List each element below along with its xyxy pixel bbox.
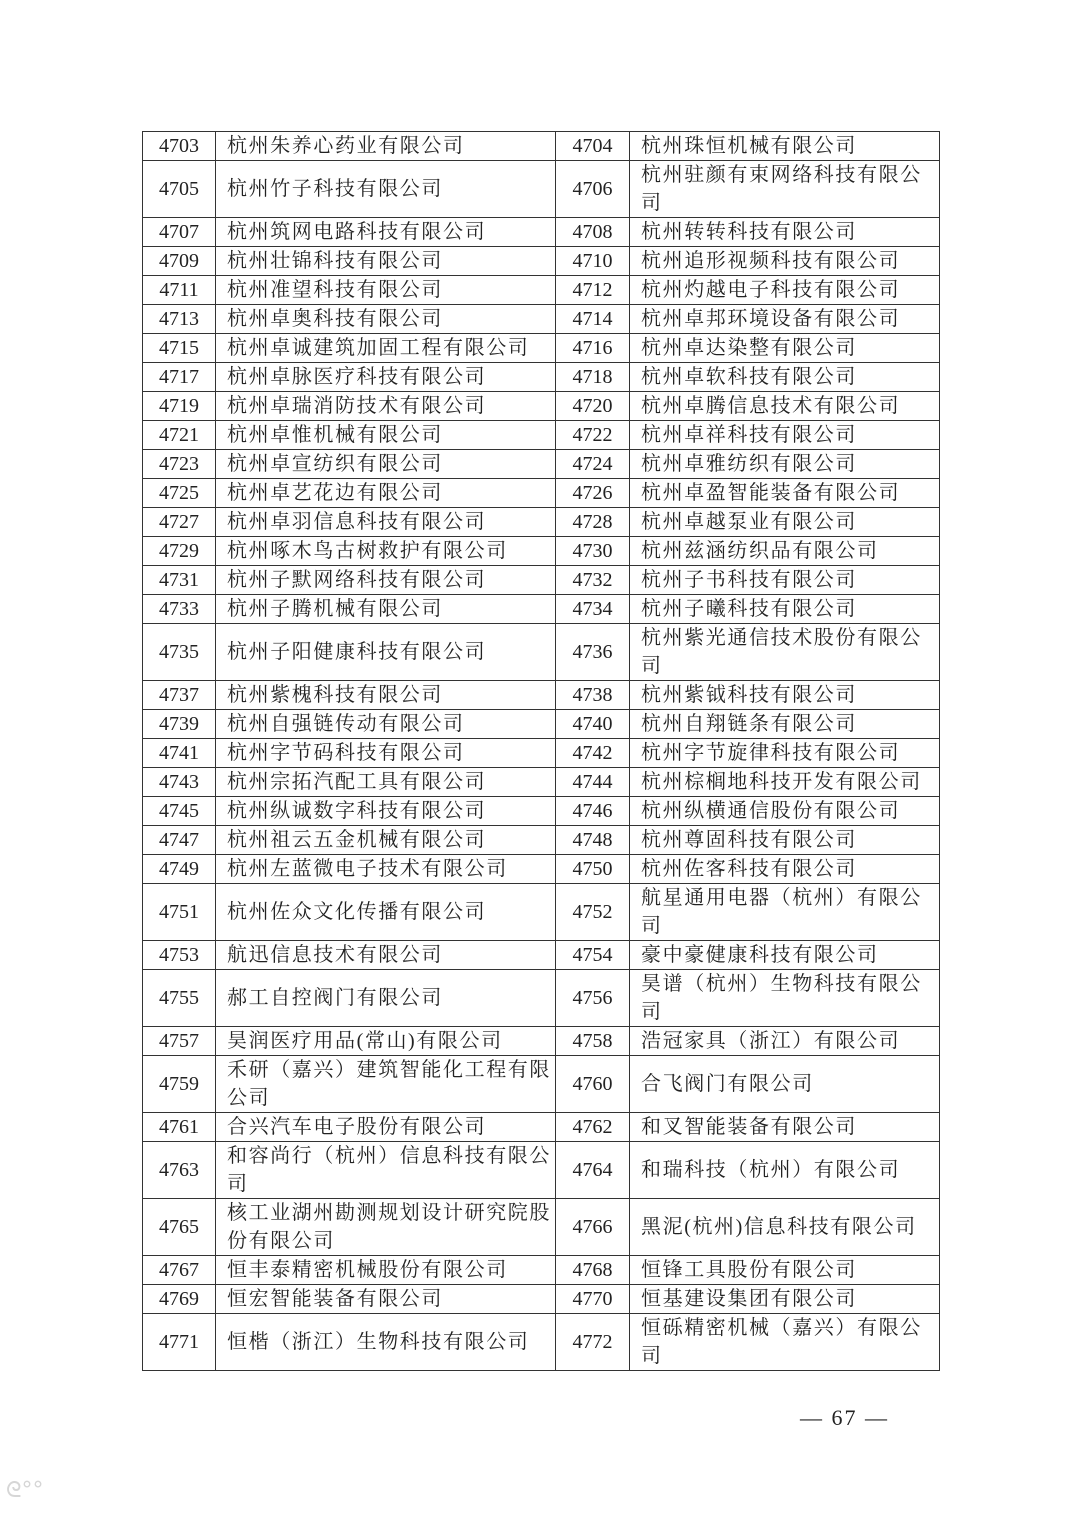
row-number: 4711 [143, 276, 216, 305]
row-number: 4755 [143, 970, 216, 1027]
row-number: 4703 [143, 132, 216, 161]
table-row [143, 768, 940, 797]
company-name: 恒宏智能装备有限公司 [216, 1285, 556, 1314]
company-name: 杭州字节码科技有限公司 [216, 739, 556, 768]
row-number: 4740 [556, 710, 630, 739]
company-name: 昊谱（杭州）生物科技有限公司 [630, 970, 940, 1027]
company-name: 恒砾精密机械（嘉兴）有限公司 [630, 1314, 940, 1371]
row-number: 4716 [556, 334, 630, 363]
row-number: 4772 [556, 1314, 630, 1371]
company-name: 杭州筑网电路科技有限公司 [216, 218, 556, 247]
row-number: 4745 [143, 797, 216, 826]
table-row [143, 334, 940, 363]
company-name: 杭州紫光通信技术股份有限公司 [630, 624, 940, 681]
row-number: 4770 [556, 1285, 630, 1314]
row-number: 4764 [556, 1142, 630, 1199]
company-name: 杭州卓奥科技有限公司 [216, 305, 556, 334]
table-row [143, 1199, 940, 1256]
company-name: 恒楷（浙江）生物科技有限公司 [216, 1314, 556, 1371]
company-name: 杭州转转科技有限公司 [630, 218, 940, 247]
table-row [143, 884, 940, 941]
row-number: 4726 [556, 479, 630, 508]
table-row [143, 132, 940, 161]
company-name: 杭州子书科技有限公司 [630, 566, 940, 595]
company-name: 恒基建设集团有限公司 [630, 1285, 940, 1314]
row-number: 4732 [556, 566, 630, 595]
table-row [143, 1113, 940, 1142]
table-row [143, 450, 940, 479]
table-row [143, 624, 940, 681]
company-name: 杭州卓祥科技有限公司 [630, 421, 940, 450]
row-number: 4743 [143, 768, 216, 797]
table-row [143, 1142, 940, 1199]
row-number: 4717 [143, 363, 216, 392]
table-row [143, 421, 940, 450]
company-name: 杭州兹涵纺织品有限公司 [630, 537, 940, 566]
row-number: 4721 [143, 421, 216, 450]
row-number: 4736 [556, 624, 630, 681]
row-number: 4709 [143, 247, 216, 276]
table-row [143, 566, 940, 595]
company-name: 杭州驻颜有束网络科技有限公司 [630, 161, 940, 218]
company-name: 和瑞科技（杭州）有限公司 [630, 1142, 940, 1199]
table-row [143, 1056, 940, 1113]
row-number: 4720 [556, 392, 630, 421]
row-number: 4751 [143, 884, 216, 941]
table-row [143, 797, 940, 826]
company-name: 杭州自翔链条有限公司 [630, 710, 940, 739]
row-number: 4738 [556, 681, 630, 710]
row-number: 4742 [556, 739, 630, 768]
table-row [143, 479, 940, 508]
row-number: 4712 [556, 276, 630, 305]
company-name: 和叉智能装备有限公司 [630, 1113, 940, 1142]
row-number: 4718 [556, 363, 630, 392]
company-name: 和容尚行（杭州）信息科技有限公司 [216, 1142, 556, 1199]
row-number: 4737 [143, 681, 216, 710]
company-name: 航迅信息技术有限公司 [216, 941, 556, 970]
company-name: 杭州自强链传动有限公司 [216, 710, 556, 739]
row-number: 4763 [143, 1142, 216, 1199]
company-name: 杭州子曦科技有限公司 [630, 595, 940, 624]
row-number: 4758 [556, 1027, 630, 1056]
table-row [143, 970, 940, 1027]
company-name: 杭州卓软科技有限公司 [630, 363, 940, 392]
row-number: 4767 [143, 1256, 216, 1285]
company-name: 杭州卓宣纺织有限公司 [216, 450, 556, 479]
row-number: 4741 [143, 739, 216, 768]
row-number: 4723 [143, 450, 216, 479]
table-row [143, 826, 940, 855]
company-name: 杭州灼越电子科技有限公司 [630, 276, 940, 305]
company-name: 杭州棕榈地科技开发有限公司 [630, 768, 940, 797]
row-number: 4757 [143, 1027, 216, 1056]
table-row [143, 1314, 940, 1371]
company-name: 杭州纵横通信股份有限公司 [630, 797, 940, 826]
company-name: 杭州珠恒机械有限公司 [630, 132, 940, 161]
row-number: 4768 [556, 1256, 630, 1285]
company-name: 恒锋工具股份有限公司 [630, 1256, 940, 1285]
watermark-icon: ᘓ°° [6, 1478, 44, 1503]
row-number: 4748 [556, 826, 630, 855]
company-name: 杭州卓盈智能装备有限公司 [630, 479, 940, 508]
row-number: 4727 [143, 508, 216, 537]
table-row [143, 392, 940, 421]
row-number: 4715 [143, 334, 216, 363]
row-number: 4705 [143, 161, 216, 218]
table-row [143, 305, 940, 334]
row-number: 4710 [556, 247, 630, 276]
company-name: 杭州纵诚数字科技有限公司 [216, 797, 556, 826]
row-number: 4739 [143, 710, 216, 739]
company-list-table [142, 131, 940, 1371]
row-number: 4752 [556, 884, 630, 941]
company-name: 杭州卓脉医疗科技有限公司 [216, 363, 556, 392]
company-name: 杭州字节旋律科技有限公司 [630, 739, 940, 768]
company-name: 合兴汽车电子股份有限公司 [216, 1113, 556, 1142]
table-body [143, 132, 940, 1371]
company-name: 杭州卓雅纺织有限公司 [630, 450, 940, 479]
watermark-logo [6, 1478, 44, 1503]
row-number: 4754 [556, 941, 630, 970]
row-number: 4730 [556, 537, 630, 566]
table-row [143, 218, 940, 247]
table-row [143, 855, 940, 884]
row-number: 4762 [556, 1113, 630, 1142]
company-name: 杭州卓瑞消防技术有限公司 [216, 392, 556, 421]
row-number: 4761 [143, 1113, 216, 1142]
table-row [143, 1285, 940, 1314]
company-name: 航星通用电器（杭州）有限公司 [630, 884, 940, 941]
table-row [143, 595, 940, 624]
company-name: 郝工自控阀门有限公司 [216, 970, 556, 1027]
company-name: 浩冠家具（浙江）有限公司 [630, 1027, 940, 1056]
row-number: 4753 [143, 941, 216, 970]
company-name: 杭州祖云五金机械有限公司 [216, 826, 556, 855]
company-name: 杭州左蓝微电子技术有限公司 [216, 855, 556, 884]
table-row [143, 363, 940, 392]
company-name: 杭州佐客科技有限公司 [630, 855, 940, 884]
company-name: 杭州佐众文化传播有限公司 [216, 884, 556, 941]
table-row [143, 247, 940, 276]
company-name: 杭州追形视频科技有限公司 [630, 247, 940, 276]
row-number: 4728 [556, 508, 630, 537]
row-number: 4765 [143, 1199, 216, 1256]
row-number: 4713 [143, 305, 216, 334]
row-number: 4724 [556, 450, 630, 479]
page-number: — 67 — [800, 1405, 889, 1430]
company-name: 昊润医疗用品(常山)有限公司 [216, 1027, 556, 1056]
row-number: 4747 [143, 826, 216, 855]
company-name: 杭州卓艺花边有限公司 [216, 479, 556, 508]
table-row [143, 1027, 940, 1056]
company-name: 杭州紫钺科技有限公司 [630, 681, 940, 710]
row-number: 4746 [556, 797, 630, 826]
row-number: 4707 [143, 218, 216, 247]
row-number: 4719 [143, 392, 216, 421]
row-number: 4704 [556, 132, 630, 161]
row-number: 4708 [556, 218, 630, 247]
company-name: 杭州朱养心药业有限公司 [216, 132, 556, 161]
row-number: 4750 [556, 855, 630, 884]
company-name: 杭州卓越泵业有限公司 [630, 508, 940, 537]
row-number: 4706 [556, 161, 630, 218]
row-number: 4722 [556, 421, 630, 450]
company-name: 黑泥(杭州)信息科技有限公司 [630, 1199, 940, 1256]
company-name: 核工业湖州勘测规划设计研究院股份有限公司 [216, 1199, 556, 1256]
row-number: 4766 [556, 1199, 630, 1256]
company-name: 杭州卓羽信息科技有限公司 [216, 508, 556, 537]
table-row [143, 508, 940, 537]
table-row [143, 276, 940, 305]
row-number: 4714 [556, 305, 630, 334]
company-name: 合飞阀门有限公司 [630, 1056, 940, 1113]
row-number: 4756 [556, 970, 630, 1027]
company-name: 杭州子腾机械有限公司 [216, 595, 556, 624]
company-name: 杭州卓腾信息技术有限公司 [630, 392, 940, 421]
company-name: 杭州卓惟机械有限公司 [216, 421, 556, 450]
company-name: 禾研（嘉兴）建筑智能化工程有限公司 [216, 1056, 556, 1113]
company-name: 杭州尊固科技有限公司 [630, 826, 940, 855]
row-number: 4733 [143, 595, 216, 624]
row-number: 4771 [143, 1314, 216, 1371]
company-name: 杭州准望科技有限公司 [216, 276, 556, 305]
row-number: 4734 [556, 595, 630, 624]
table-row [143, 681, 940, 710]
table-row [143, 161, 940, 218]
row-number: 4725 [143, 479, 216, 508]
row-number: 4749 [143, 855, 216, 884]
company-name: 杭州卓诚建筑加固工程有限公司 [216, 334, 556, 363]
row-number: 4759 [143, 1056, 216, 1113]
row-number: 4769 [143, 1285, 216, 1314]
company-name: 恒丰泰精密机械股份有限公司 [216, 1256, 556, 1285]
table-row [143, 710, 940, 739]
table-row [143, 739, 940, 768]
table-row [143, 1256, 940, 1285]
row-number: 4760 [556, 1056, 630, 1113]
row-number: 4735 [143, 624, 216, 681]
row-number: 4731 [143, 566, 216, 595]
company-name: 杭州卓达染整有限公司 [630, 334, 940, 363]
company-name: 杭州子默网络科技有限公司 [216, 566, 556, 595]
company-name: 杭州紫槐科技有限公司 [216, 681, 556, 710]
company-name: 杭州卓邦环境设备有限公司 [630, 305, 940, 334]
company-name: 杭州啄木鸟古树救护有限公司 [216, 537, 556, 566]
company-name: 杭州宗拓汽配工具有限公司 [216, 768, 556, 797]
company-name: 豪中豪健康科技有限公司 [630, 941, 940, 970]
table-row [143, 537, 940, 566]
row-number: 4729 [143, 537, 216, 566]
company-name: 杭州壮锦科技有限公司 [216, 247, 556, 276]
row-number: 4744 [556, 768, 630, 797]
company-name: 杭州竹子科技有限公司 [216, 161, 556, 218]
table-row [143, 941, 940, 970]
company-name: 杭州子阳健康科技有限公司 [216, 624, 556, 681]
